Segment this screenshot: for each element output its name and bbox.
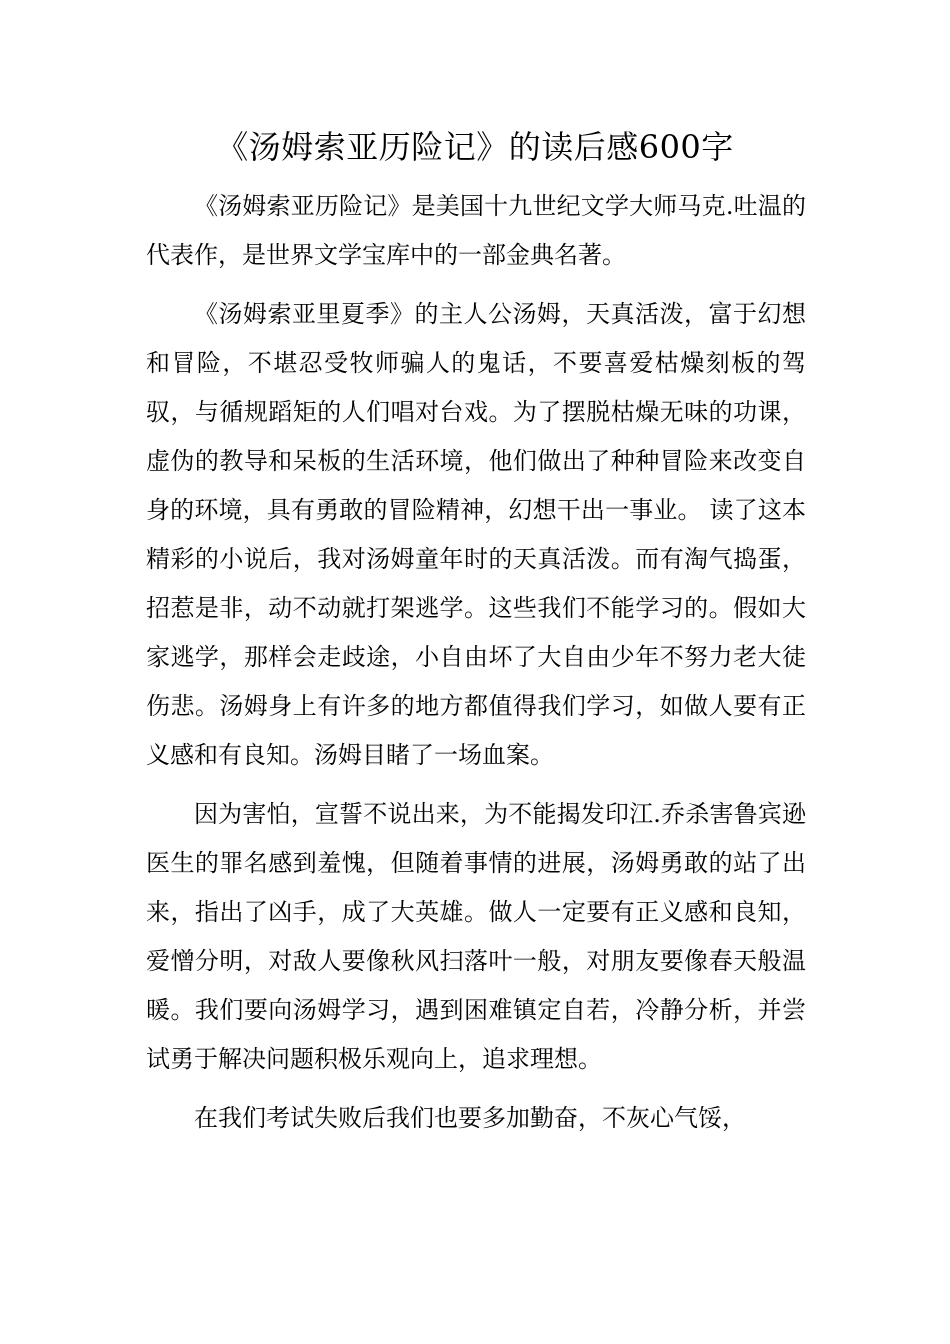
paragraph-1: 《汤姆索亚历险记》是美国十九世纪文学大师马克.吐温的代表作，是世界文学宝库中的一部金典名著。 (146, 192, 806, 269)
document-body (146, 182, 806, 1143)
document-title: 《汤姆索亚历险记》的读后感600字 (216, 128, 734, 166)
paragraph-3: 因为害怕，宣誓不说出来，为不能揭发印江.乔杀害鲁宾逊医生的罪名感到羞愧，但随着事情的进展，汤姆勇敢的站了出来，指出了凶手，成了大英雄。做人一定要有正义感和良知，爱憎分明，对敌人要像秋风扫落叶一般，对朋友要像春天般温暖。我们要向汤姆学习，遇到困难镇定自若，冷静分析，并尝试勇于解决问题积极乐观向上，追求理想。 (146, 800, 806, 1073)
paragraph-4: 在我们考试失败后我们也要多加勤奋，不灰心气馁， (194, 1104, 746, 1132)
paragraph-2: 《汤姆索亚里夏季》的主人公汤姆，天真活泼，富于幻想和冒险，不堪忍受牧师骗人的鬼话，不要喜爱枯燥刻板的驾驭，与循规蹈矩的人们唱对台戏。为了摆脱枯燥无味的功课，虚伪的教导和呆板的生活环境，他们做出了种种冒险来改变自身的环境，具有勇敢的冒险精神，幻想干出一事业。 读了这本精彩的小说后，我对汤姆童年时的天真活泼。而有淘气捣蛋，招惹是非，动不动就打架逃学。这些我们不能学习的。假如大家逃学，那样会走歧途，小自由坏了大自由少年不努力老大徒伤悲。汤姆身上有许多的地方都值得我们学习，如做人要有正义感和有良知。汤姆目睹了一场血案。 (146, 300, 806, 769)
